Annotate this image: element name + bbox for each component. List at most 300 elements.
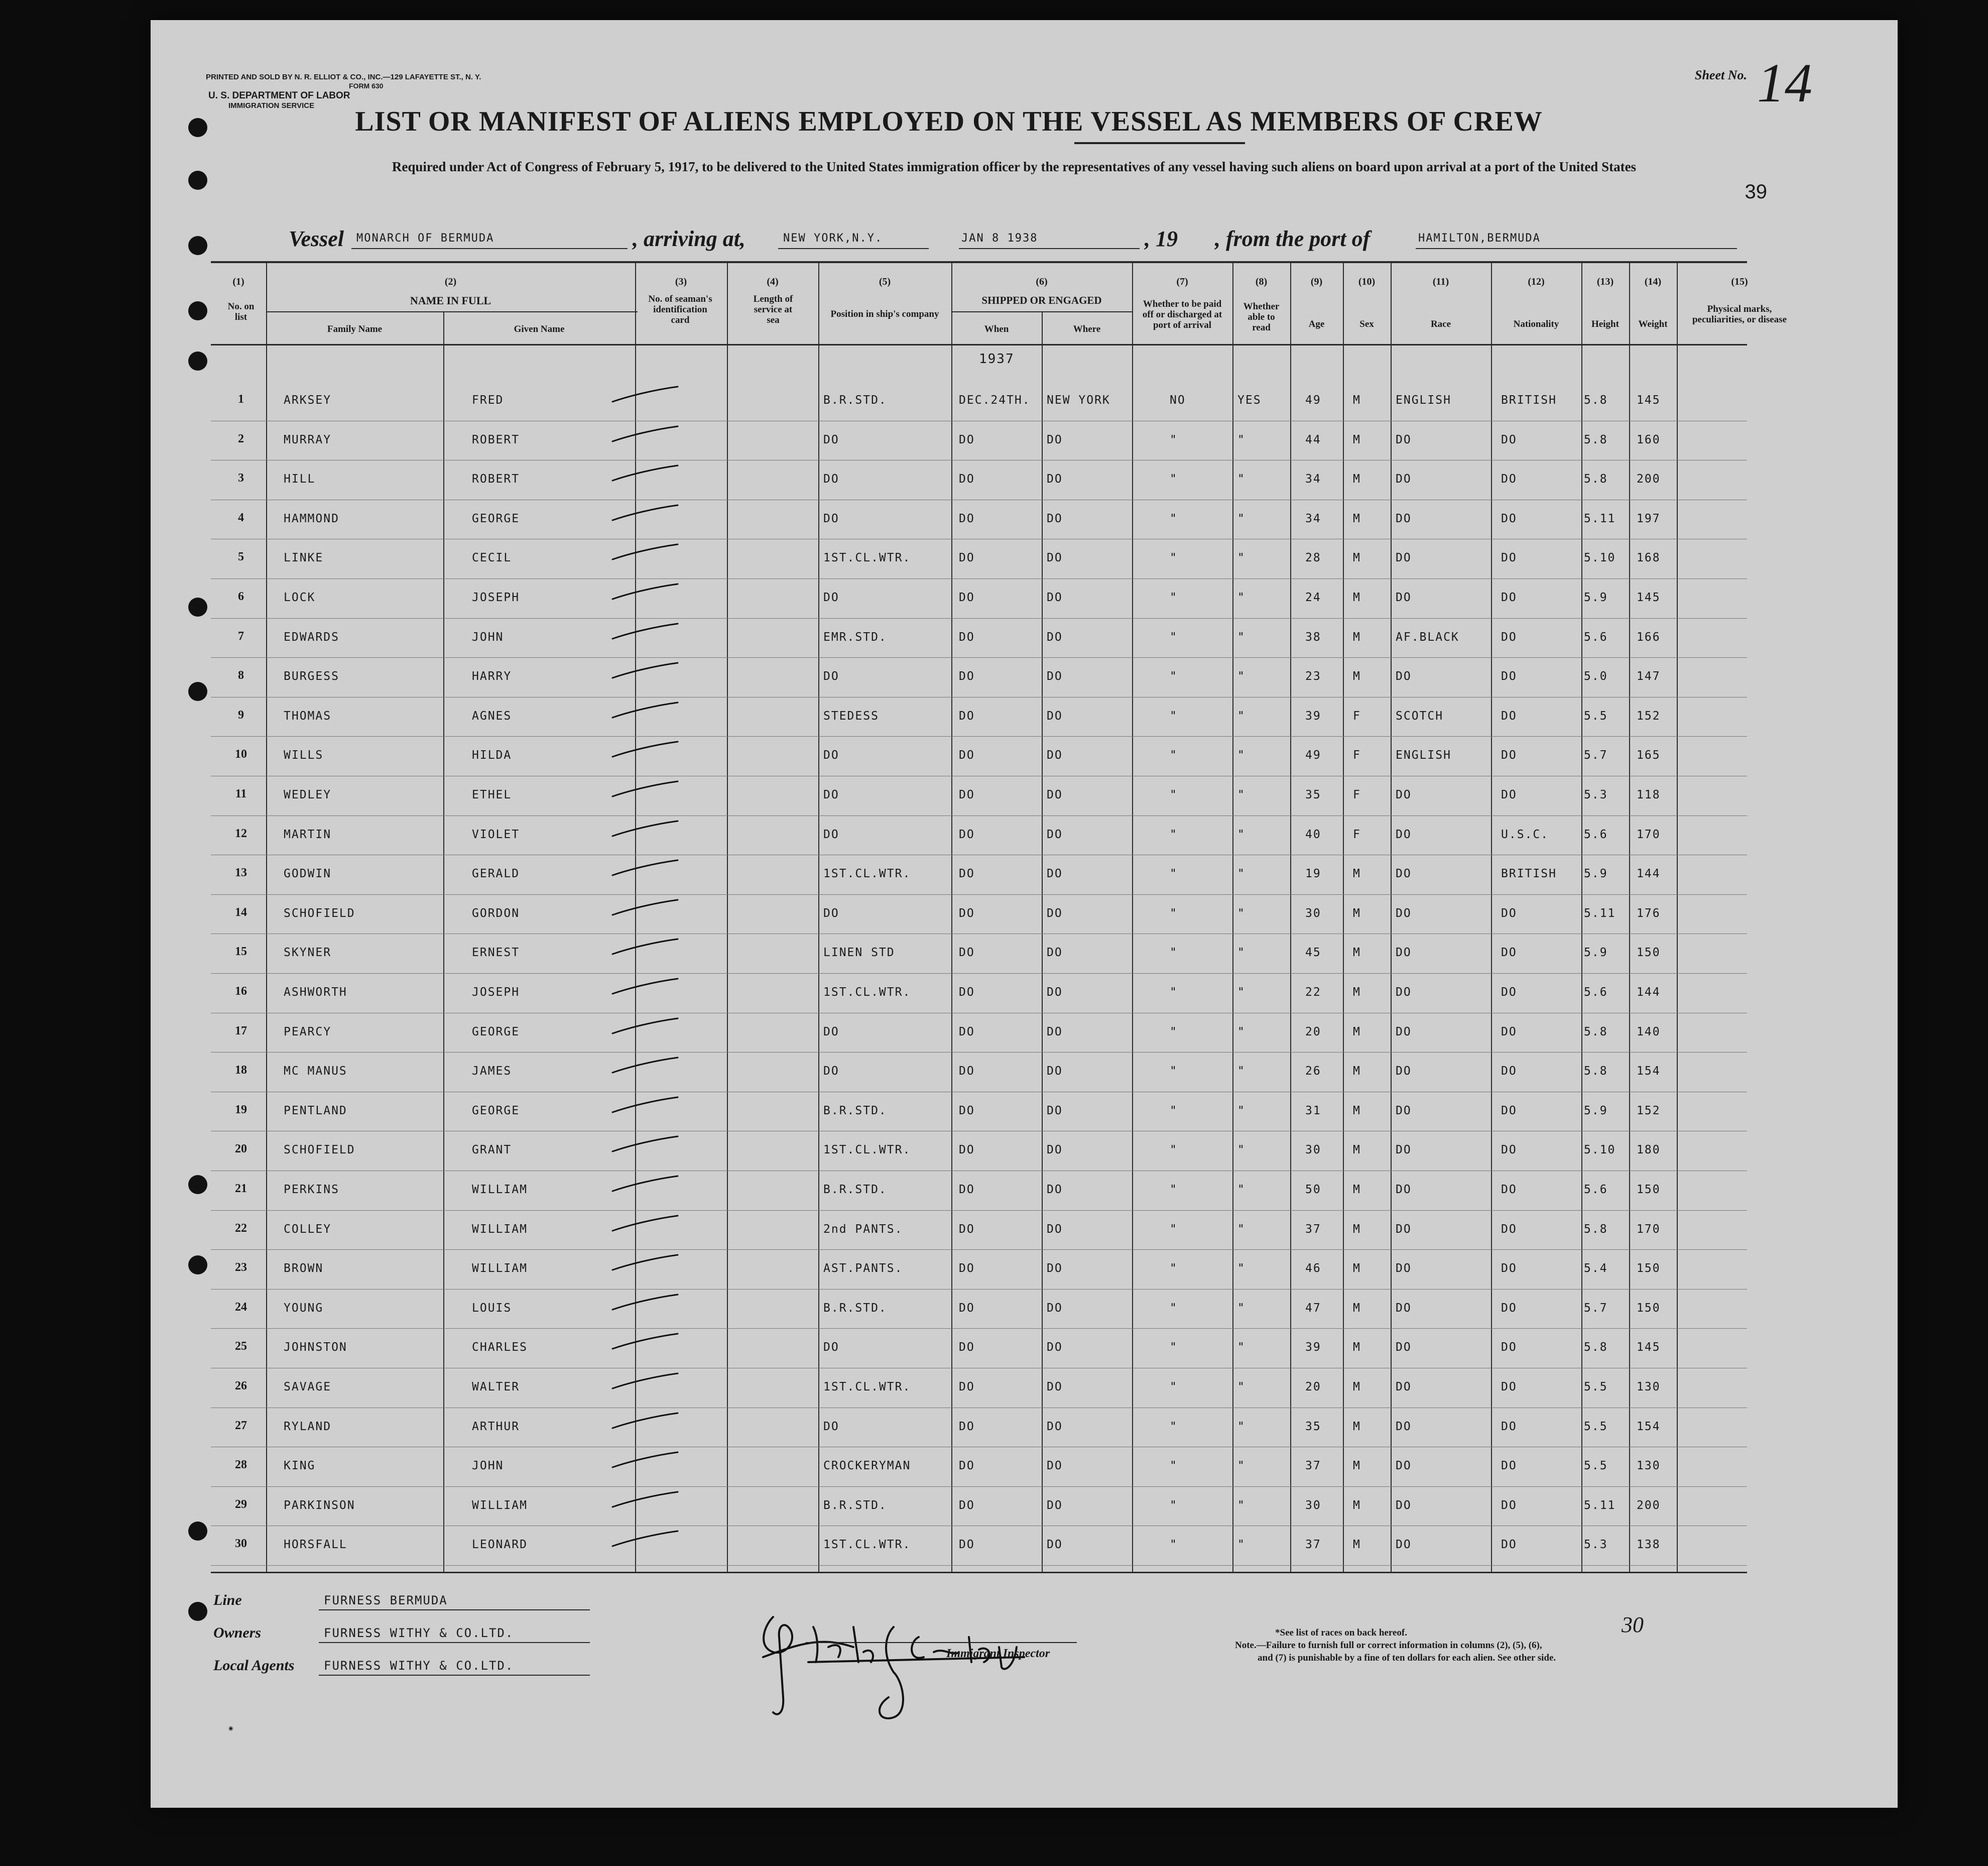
cell-race: DO [1396, 512, 1412, 525]
cell-where: DO [1047, 1341, 1063, 1354]
cell-sex: F [1353, 828, 1361, 841]
cell-where: DO [1047, 1538, 1063, 1552]
owners-value: FURNESS WITHY & CO.LTD. [324, 1626, 514, 1640]
cell-family: SKYNER [284, 946, 332, 960]
cell-where: DO [1047, 828, 1063, 841]
cell-family: THOMAS [284, 709, 332, 723]
cell-age: 37 [1305, 1222, 1321, 1236]
cell-read: " [1237, 1222, 1246, 1236]
cell-age: 34 [1305, 512, 1321, 525]
col1-header: No. on list [227, 301, 255, 322]
cell-when: DO [959, 1183, 975, 1196]
cell-paid: " [1170, 1104, 1178, 1117]
cell-when: DO [959, 1420, 975, 1433]
cell-family: BURGESS [284, 670, 339, 683]
id-card-check-mark [610, 385, 680, 405]
table-row [151, 619, 1898, 658]
cell-race: DO [1396, 1183, 1412, 1196]
id-card-check-mark [610, 898, 680, 918]
id-card-check-mark [610, 819, 680, 839]
id-card-check-mark [610, 1253, 680, 1273]
row-number: 10 [235, 748, 247, 761]
cell-race: DO [1396, 867, 1412, 881]
id-card-check-mark [610, 1293, 680, 1313]
cell-where: DO [1047, 670, 1063, 683]
vessel-line [151, 226, 1898, 256]
cell-age: 30 [1305, 906, 1321, 920]
cell-race: ENGLISH [1396, 394, 1451, 407]
cell-height: 5.5 [1584, 1380, 1608, 1393]
table-row [151, 460, 1898, 500]
cell-age: 49 [1305, 394, 1321, 407]
cell-nat: DO [1501, 591, 1517, 604]
cell-paid: " [1170, 512, 1178, 525]
col2-header: NAME IN FULL [410, 294, 491, 307]
cell-paid: " [1170, 1262, 1178, 1275]
signature-rule [806, 1642, 1077, 1643]
table-row [151, 1250, 1898, 1290]
agents-label: Local Agents [213, 1657, 295, 1674]
cell-age: 35 [1305, 788, 1321, 801]
sheet-number: 14 [1757, 52, 1812, 113]
cell-race: DO [1396, 828, 1412, 841]
cell-read: " [1237, 630, 1246, 644]
cell-weight: 165 [1637, 749, 1661, 762]
cell-sex: M [1353, 591, 1361, 604]
cell-height: 5.9 [1584, 591, 1608, 604]
cell-weight: 138 [1637, 1538, 1661, 1552]
id-card-check-mark [610, 424, 680, 444]
cell-where: DO [1047, 986, 1063, 999]
cell-sex: M [1353, 946, 1361, 960]
table-top-rule [211, 261, 1747, 263]
cell-nat: DO [1501, 1183, 1517, 1196]
cell-pos: 1ST.CL.WTR. [823, 986, 911, 999]
cell-where: DO [1047, 512, 1063, 525]
cell-height: 5.8 [1584, 1222, 1608, 1236]
table-row [151, 539, 1898, 579]
cell-read: " [1237, 1380, 1246, 1393]
owners-label: Owners [213, 1624, 262, 1641]
cell-height: 5.7 [1584, 1301, 1608, 1315]
cell-pos: B.R.STD. [823, 394, 887, 407]
cell-given: ETHEL [472, 788, 512, 801]
cell-read: " [1237, 1538, 1246, 1552]
cell-nat: DO [1501, 1538, 1517, 1552]
cell-weight: 144 [1637, 986, 1661, 999]
row-number: 22 [235, 1221, 247, 1235]
col12-number: (12) [1528, 276, 1545, 287]
row-number: 7 [238, 629, 244, 643]
cell-weight: 154 [1637, 1065, 1661, 1078]
cell-given: AGNES [472, 709, 512, 723]
row-rule [211, 1565, 1747, 1566]
row-number: 29 [235, 1497, 247, 1511]
cell-read: " [1237, 1025, 1246, 1038]
cell-paid: " [1170, 986, 1178, 999]
cell-when: DO [959, 512, 975, 525]
cell-read: " [1237, 986, 1246, 999]
cell-read: " [1237, 1143, 1246, 1157]
col5-header: Position in ship's company [830, 309, 939, 319]
fill-rule [1416, 248, 1737, 249]
line-value: FURNESS BERMUDA [324, 1593, 448, 1607]
cell-height: 5.10 [1584, 1143, 1616, 1157]
cell-weight: 180 [1637, 1143, 1661, 1157]
col11-number: (11) [1432, 276, 1449, 287]
fill-rule [959, 248, 1140, 249]
id-card-check-mark [610, 1095, 680, 1115]
cell-age: 37 [1305, 1538, 1321, 1552]
cell-where: DO [1047, 1498, 1063, 1512]
cell-height: 5.9 [1584, 1104, 1608, 1117]
cell-pos: EMR.STD. [823, 630, 887, 644]
cell-family: MURRAY [284, 433, 332, 446]
cell-when: DEC.24TH. [959, 394, 1031, 407]
table-row [151, 776, 1898, 816]
cell-paid: " [1170, 1459, 1178, 1473]
col13-header: Height [1591, 319, 1619, 329]
cell-age: 30 [1305, 1143, 1321, 1157]
cell-paid: " [1170, 946, 1178, 960]
cell-when: DO [959, 946, 975, 960]
cell-race: DO [1396, 906, 1412, 920]
cell-when: DO [959, 1341, 975, 1354]
id-card-check-mark [610, 1529, 680, 1549]
cell-read: " [1237, 591, 1246, 604]
cell-pos: 1ST.CL.WTR. [823, 551, 911, 565]
cell-paid: " [1170, 788, 1178, 801]
cell-age: 35 [1305, 1420, 1321, 1433]
cell-read: " [1237, 512, 1246, 525]
row-number: 15 [235, 945, 247, 959]
cell-pos: DO [823, 512, 839, 525]
cell-when: DO [959, 591, 975, 604]
cell-family: BROWN [284, 1262, 324, 1275]
cell-when: DO [959, 709, 975, 723]
cell-nat: DO [1501, 1380, 1517, 1393]
row-number: 6 [238, 590, 244, 603]
cell-pos: DO [823, 1025, 839, 1038]
row-number: 21 [235, 1182, 247, 1195]
cell-weight: 147 [1637, 670, 1661, 683]
cell-where: DO [1047, 1183, 1063, 1196]
cell-age: 19 [1305, 867, 1321, 881]
row-number: 3 [238, 472, 244, 485]
cell-sex: F [1353, 709, 1361, 723]
col10-header: Sex [1359, 319, 1374, 329]
cell-sex: M [1353, 1025, 1361, 1038]
cell-when: DO [959, 473, 975, 486]
cell-family: ASHWORTH [284, 986, 347, 999]
cell-given: JOSEPH [472, 591, 520, 604]
row-number: 26 [235, 1379, 247, 1392]
cell-nat: DO [1501, 906, 1517, 920]
cell-sex: M [1353, 1341, 1361, 1354]
col7-header: Whether to be paid off or discharged at port of arrival [1142, 299, 1222, 330]
cell-given: WALTER [472, 1380, 520, 1393]
id-card-check-mark [610, 779, 680, 799]
col12-header: Nationality [1513, 319, 1559, 329]
cell-family: HILL [284, 473, 316, 486]
cell-weight: 130 [1637, 1459, 1661, 1473]
row-number: 5 [238, 550, 244, 564]
row-number: 19 [235, 1103, 247, 1116]
cell-weight: 152 [1637, 709, 1661, 723]
cell-where: DO [1047, 1104, 1063, 1117]
page-subtitle: Required under Act of Congress of February 5, 1917, to be delivered to the United States immigration officer by the representatives of any vessel having such aliens on board upon arrival at a port of the United States [392, 159, 1637, 174]
cell-pos: DO [823, 1341, 839, 1354]
row-number: 11 [235, 787, 247, 800]
cell-given: WILLIAM [472, 1498, 528, 1512]
cell-pos: DO [823, 591, 839, 604]
cell-given: VIOLET [472, 828, 520, 841]
cell-nat: DO [1501, 670, 1517, 683]
cell-age: 34 [1305, 473, 1321, 486]
col2-number: (2) [444, 276, 457, 287]
cell-height: 5.4 [1584, 1262, 1608, 1275]
cell-where: DO [1047, 1420, 1063, 1433]
cell-weight: 170 [1637, 828, 1661, 841]
row-number: 4 [238, 511, 244, 524]
cell-nat: DO [1501, 1143, 1517, 1157]
id-card-check-mark [610, 1411, 680, 1431]
col14-number: (14) [1644, 276, 1662, 287]
form-number: FORM 630 [349, 82, 384, 90]
cell-read: " [1237, 709, 1246, 723]
cell-given: JOHN [472, 630, 504, 644]
cell-paid: " [1170, 1380, 1178, 1393]
row-number: 27 [235, 1419, 247, 1432]
title-underline [1074, 142, 1245, 144]
row-number: 9 [238, 708, 244, 722]
cell-weight: 176 [1637, 906, 1661, 920]
cell-paid: " [1170, 1143, 1178, 1157]
cell-race: DO [1396, 551, 1412, 565]
cell-where: DO [1047, 473, 1063, 486]
cell-given: GEORGE [472, 512, 520, 525]
vessel-label: Vessel [289, 226, 344, 251]
cell-family: LINKE [284, 551, 324, 565]
cell-sex: M [1353, 394, 1361, 407]
table-row [151, 1329, 1898, 1368]
cell-where: DO [1047, 630, 1063, 644]
cell-given: CHARLES [472, 1341, 528, 1354]
col3-number: (3) [675, 276, 687, 287]
cell-given: JAMES [472, 1065, 512, 1078]
cell-sex: M [1353, 1498, 1361, 1512]
cell-race: DO [1396, 1341, 1412, 1354]
cell-when: DO [959, 1262, 975, 1275]
cell-when: DO [959, 1143, 975, 1157]
cell-race: SCOTCH [1396, 709, 1444, 723]
cell-sex: M [1353, 1538, 1361, 1552]
cell-weight: 140 [1637, 1025, 1661, 1038]
col4-header: Length of service at sea [753, 294, 793, 325]
cell-paid: " [1170, 1065, 1178, 1078]
id-card-check-mark [610, 1056, 680, 1076]
id-card-check-mark [610, 858, 680, 878]
cell-race: DO [1396, 986, 1412, 999]
cell-paid: " [1170, 749, 1178, 762]
cell-family: WILLS [284, 749, 324, 762]
vessel-name: MONARCH OF BERMUDA [356, 232, 494, 245]
fill-rule [778, 248, 929, 249]
cell-family: COLLEY [284, 1222, 332, 1236]
row-number: 17 [235, 1024, 247, 1037]
id-card-check-mark [610, 622, 680, 642]
cell-age: 31 [1305, 1104, 1321, 1117]
cell-given: HILDA [472, 749, 512, 762]
cell-sex: M [1353, 1459, 1361, 1473]
cell-race: DO [1396, 670, 1412, 683]
cell-height: 5.3 [1584, 1538, 1608, 1552]
table-row [151, 421, 1898, 461]
cell-where: DO [1047, 709, 1063, 723]
id-card-check-mark [610, 1134, 680, 1154]
col15-header: Physical marks, peculiarities, or disease [1692, 304, 1787, 325]
cell-age: 38 [1305, 630, 1321, 644]
col5-number: (5) [879, 276, 891, 287]
cell-nat: DO [1501, 788, 1517, 801]
id-card-check-mark [610, 542, 680, 562]
cell-when: DO [959, 749, 975, 762]
page-title: LIST OR MANIFEST OF ALIENS EMPLOYED ON THE VESSEL AS MEMBERS OF CREW [355, 106, 1543, 137]
cell-when: DO [959, 828, 975, 841]
cell-weight: 170 [1637, 1222, 1661, 1236]
cell-given: GEORGE [472, 1104, 520, 1117]
cell-sex: M [1353, 1143, 1361, 1157]
cell-height: 5.11 [1584, 1498, 1616, 1512]
cell-age: 30 [1305, 1498, 1321, 1512]
cell-pos: DO [823, 906, 839, 920]
arriving-place: NEW YORK,N.Y. [783, 232, 883, 245]
cell-height: 5.5 [1584, 1459, 1608, 1473]
cell-given: WILLIAM [472, 1183, 528, 1196]
cell-nat: U.S.C. [1501, 828, 1549, 841]
cell-pos: 2nd PANTS. [823, 1222, 903, 1236]
cell-age: 22 [1305, 986, 1321, 999]
cell-where: DO [1047, 906, 1063, 920]
cell-given: WILLIAM [472, 1222, 528, 1236]
cell-when: DO [959, 670, 975, 683]
cell-read: " [1237, 867, 1246, 881]
cell-read: " [1237, 946, 1246, 960]
cell-paid: " [1170, 473, 1178, 486]
cell-family: HAMMOND [284, 512, 339, 525]
cell-family: PERKINS [284, 1183, 339, 1196]
cell-age: 23 [1305, 670, 1321, 683]
row-number: 20 [235, 1142, 247, 1156]
cell-family: EDWARDS [284, 630, 339, 644]
cell-sex: M [1353, 630, 1361, 644]
cell-pos: DO [823, 1420, 839, 1433]
cell-pos: DO [823, 828, 839, 841]
cell-nat: DO [1501, 630, 1517, 644]
id-card-check-mark [610, 937, 680, 957]
cell-read: " [1237, 1183, 1246, 1196]
cell-read: " [1237, 551, 1246, 565]
cell-family: SAVAGE [284, 1380, 332, 1393]
cell-when: DO [959, 1538, 975, 1552]
cell-nat: DO [1501, 1420, 1517, 1433]
cell-family: RYLAND [284, 1420, 332, 1433]
cell-race: DO [1396, 1498, 1412, 1512]
row-number: 1 [238, 393, 244, 406]
cell-paid: " [1170, 551, 1178, 565]
cell-pos: DO [823, 1065, 839, 1078]
id-card-check-mark [610, 1174, 680, 1194]
cell-when: DO [959, 551, 975, 565]
row-number: 14 [235, 905, 247, 919]
cell-pos: STEDESS [823, 709, 879, 723]
name-subheader-rule [266, 311, 638, 312]
cell-nat: DO [1501, 946, 1517, 960]
id-card-check-mark [610, 701, 680, 721]
cell-given: JOSEPH [472, 986, 520, 999]
cell-height: 5.11 [1584, 512, 1616, 525]
cell-race: DO [1396, 591, 1412, 604]
cell-race: DO [1396, 1104, 1412, 1117]
fill-rule [319, 1675, 590, 1676]
cell-age: 40 [1305, 828, 1321, 841]
table-row [151, 816, 1898, 856]
cell-when: DO [959, 1222, 975, 1236]
row-number: 24 [235, 1300, 247, 1314]
table-row [151, 934, 1898, 974]
cell-height: 5.11 [1584, 906, 1616, 920]
cell-race: DO [1396, 1420, 1412, 1433]
id-card-check-mark [610, 1332, 680, 1352]
table-row [151, 500, 1898, 540]
cell-weight: 150 [1637, 1262, 1661, 1275]
cell-race: DO [1396, 1538, 1412, 1552]
given-name-header: Given Name [514, 324, 565, 334]
col9-number: (9) [1310, 276, 1323, 287]
cell-height: 5.0 [1584, 670, 1608, 683]
cell-weight: 118 [1637, 788, 1661, 801]
col8-number: (8) [1255, 276, 1268, 287]
cell-pos: DO [823, 788, 839, 801]
cell-when: DO [959, 433, 975, 446]
cell-sex: M [1353, 986, 1361, 999]
id-card-check-mark [610, 1371, 680, 1391]
cell-given: GEORGE [472, 1025, 520, 1038]
table-row [151, 1290, 1898, 1329]
cell-paid: " [1170, 670, 1178, 683]
col11-header: Race [1430, 319, 1451, 329]
cell-family: LOCK [284, 591, 316, 604]
cell-pos: CROCKERYMAN [823, 1459, 911, 1473]
cell-height: 5.8 [1584, 1065, 1608, 1078]
cell-weight: 144 [1637, 867, 1661, 881]
cell-age: 46 [1305, 1262, 1321, 1275]
table-row [151, 1092, 1898, 1132]
cell-pos: DO [823, 749, 839, 762]
cell-given: ERNEST [472, 946, 520, 960]
cell-pos: 1ST.CL.WTR. [823, 867, 911, 881]
cell-sex: F [1353, 749, 1361, 762]
cell-weight: 197 [1637, 512, 1661, 525]
id-card-check-mark [610, 463, 680, 484]
cell-where: DO [1047, 551, 1063, 565]
cell-given: LOUIS [472, 1301, 512, 1315]
cell-read: " [1237, 1262, 1246, 1275]
cell-height: 5.6 [1584, 1183, 1608, 1196]
cell-race: DO [1396, 433, 1412, 446]
cell-race: ENGLISH [1396, 749, 1451, 762]
fill-rule [319, 1642, 590, 1643]
